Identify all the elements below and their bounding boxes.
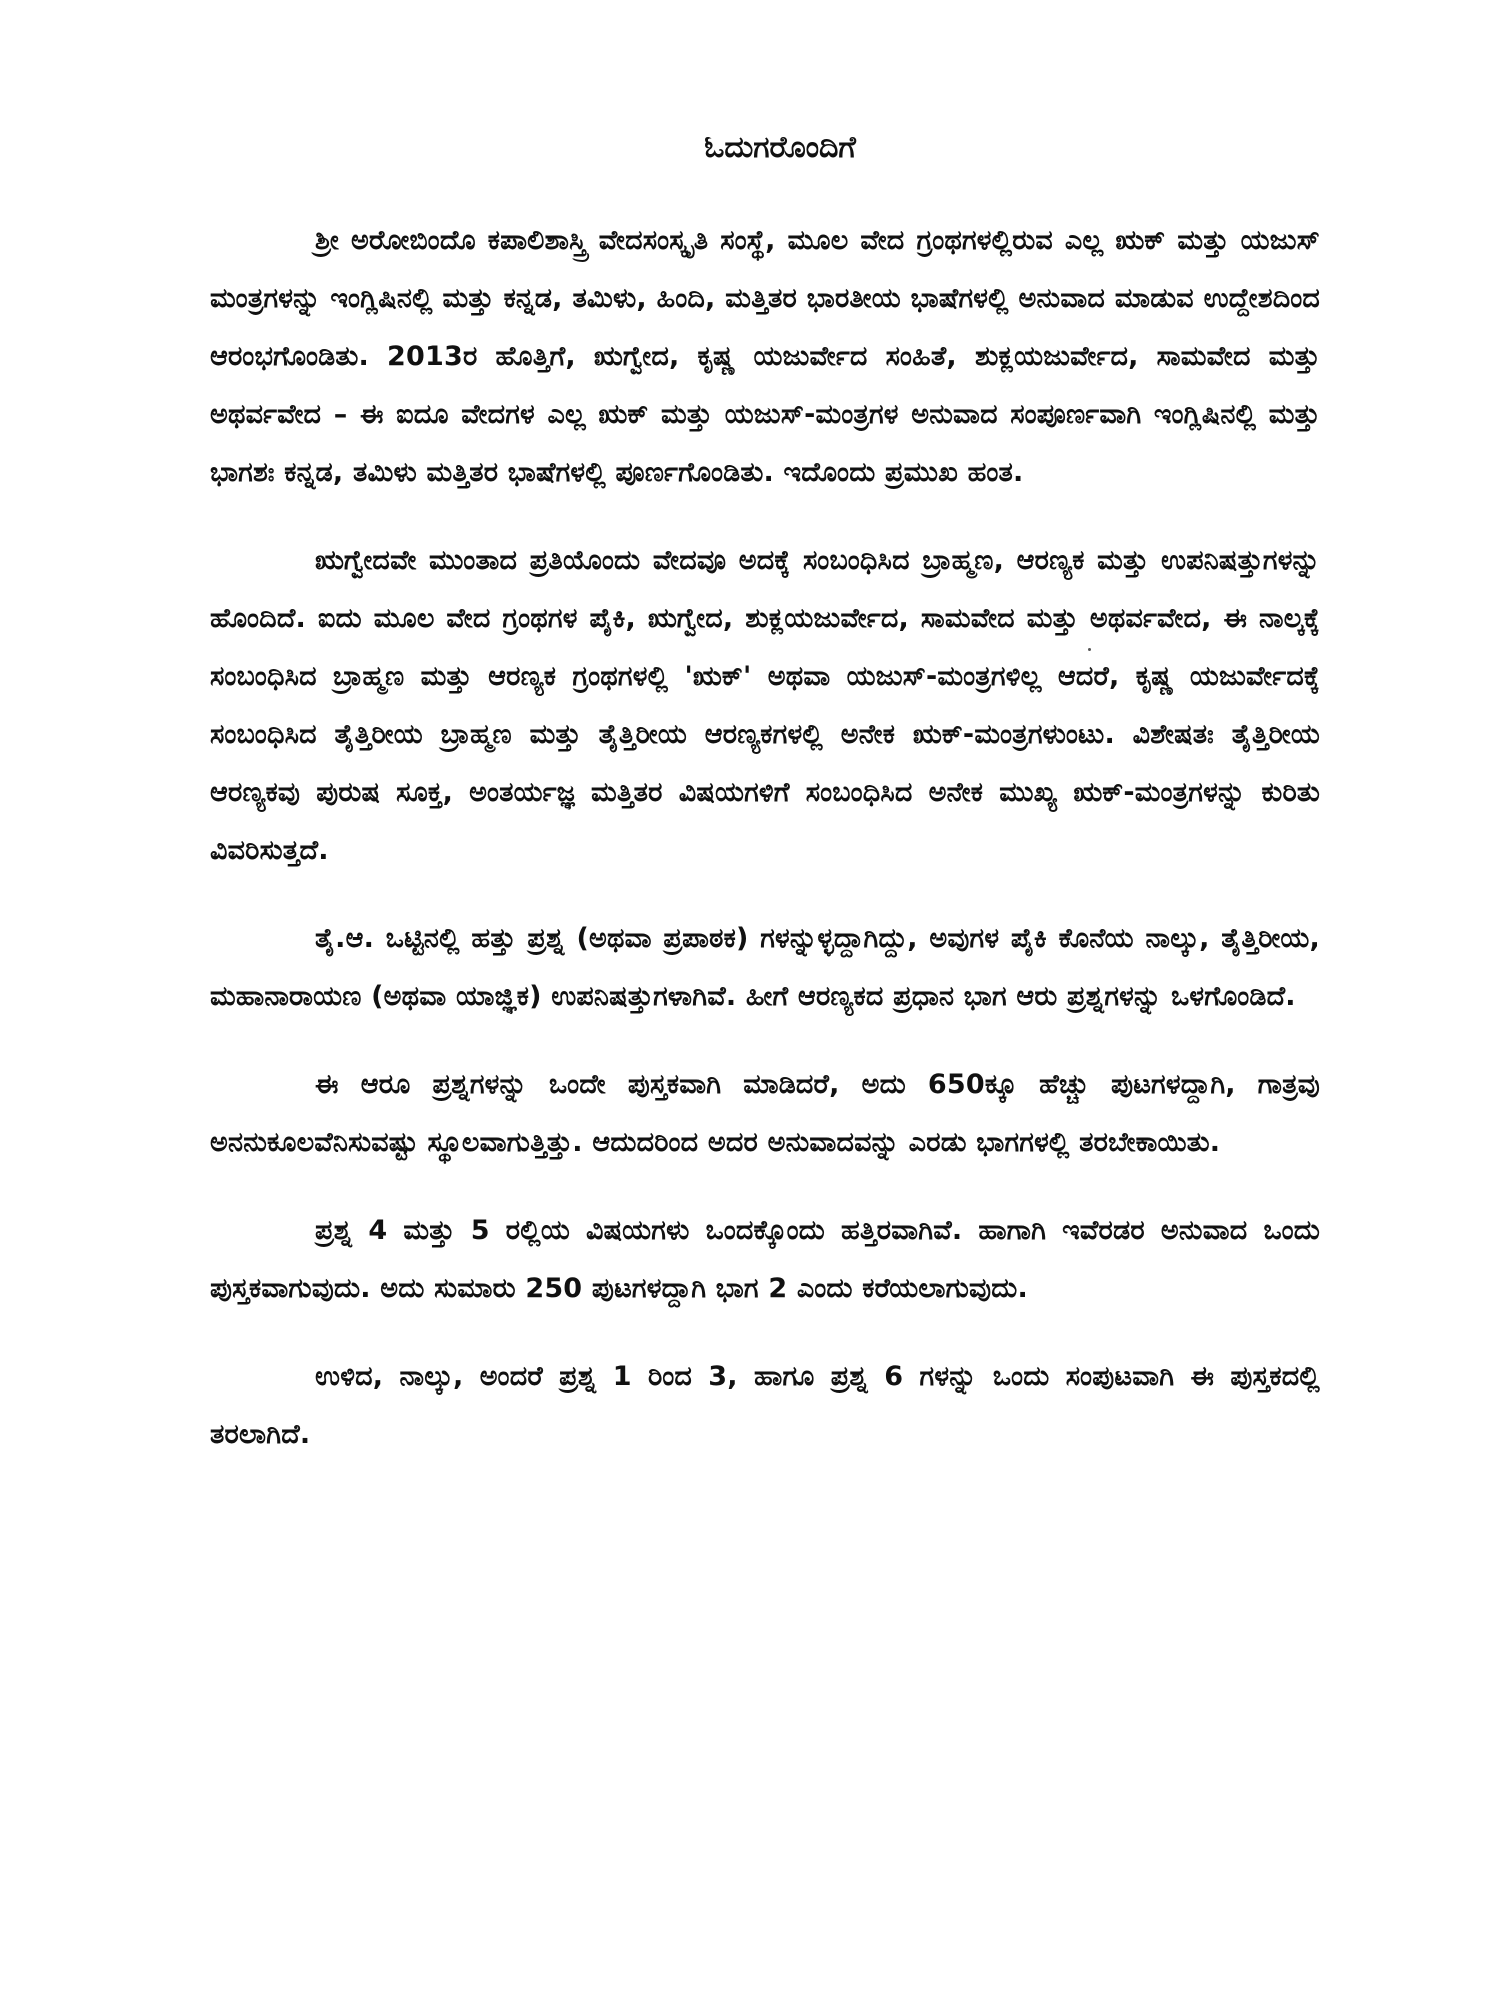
paragraph-prashna-structure: ತೈ.ಆ. ಒಟ್ಟಿನಲ್ಲಿ ಹತ್ತು ಪ್ರಶ್ನ (ಅಥವಾ ಪ್ರಪಾಠಕ) ಗಳನ್ನುಳ್ಳದ್ದಾಗಿದ್ದು, ಅವುಗಳ ಪೈಕಿ ಕೊನೆಯ ನಾಲ್ಕು, ತೈತ್ತಿರೀಯ, ಮಹಾನಾರಾಯಣ (ಅಥವಾ ಯಾಜ್ಞಿಕ) ಉಪನಿಷತ್ತುಗಳಾಗಿವೆ. ಹೀಗೆ ಆರಣ್ಯಕದ ಪ್ರಧಾನ ಭಾಗ ಆರು ಪ್ರಶ್ನಗಳನ್ನು ಒಳಗೊಂಡಿದೆ. (210, 923, 1320, 1012)
paragraph-this-volume: ಉಳಿದ, ನಾಲ್ಕು, ಅಂದರೆ ಪ್ರಶ್ನ 1 ರಿಂದ 3, ಹಾಗೂ ಪ್ರಶ್ನ 6 ಗಳನ್ನು ಒಂದು ಸಂಪುಟವಾಗಿ ಈ ಪುಸ್ತಕದಲ್ಲಿ ತರಲಾಗಿದೆ. (210, 1361, 1320, 1450)
page-title: ಓದುಗರೊಂದಿಗೆ (704, 130, 856, 165)
paragraph-brahmana-aranyaka: ಋಗ್ವೇದವೇ ಮುಂತಾದ ಪ್ರತಿಯೊಂದು ವೇದವೂ ಅದಕ್ಕೆ ಸಂಬಂಧಿಸಿದ ಬ್ರಾಹ್ಮಣ, ಆರಣ್ಯಕ ಮತ್ತು ಉಪನಿಷತ್ತುಗಳನ್ನು ಹೊಂದಿದೆ. ಐದು ಮೂಲ ವೇದ ಗ್ರಂಥಗಳ ಪೈಕಿ, ಋಗ್ವೇದ, ಶುಕ್ಲಯಜುರ್ವೇದ, ಸಾಮವೇದ ಮತ್ತು ಅಥರ್ವವೇದ, ಈ ನಾಲ್ಕಕ್ಕೆ ಸಂಬಂಧಿಸಿದ ಬ್ರಾಹ್ಮಣ ಮತ್ತು ಆರಣ್ಯಕ ಗ್ರಂಥಗಳಲ್ಲಿ 'ಋಕ್' ಅಥವಾ ಯಜುಸ್-ಮಂತ್ರಗಳಿಲ್ಲ ಆದರೆ, ಕೃಷ್ಣ ಯಜುರ್ವೇದಕ್ಕೆ ಸಂಬಂಧಿಸಿದ ತೈತ್ತಿರೀಯ ಬ್ರಾಹ್ಮಣ ಮತ್ತು ತೈತ್ತಿರೀಯ ಆರಣ್ಯಕಗಳಲ್ಲಿ ಅನೇಕ ಋಕ್-ಮಂತ್ರಗಳುಂಟು. ವಿಶೇಷತಃ ತೈತ್ತಿರೀಯ ಆರಣ್ಯಕವು ಪುರುಷ ಸೂಕ್ತ, ಅಂತರ್ಯಜ್ಞ ಮತ್ತಿತರ ವಿಷಯಗಳಿಗೆ ಸಂಬಂಧಿಸಿದ ಅನೇಕ ಮುಖ್ಯ ಋಕ್-ಮಂತ್ರಗಳನ್ನು ಕುರಿತು ವಿವರಿಸುತ್ತದೆ. (210, 545, 1320, 866)
paragraph-volume-size: ಈ ಆರೂ ಪ್ರಶ್ನಗಳನ್ನು ಒಂದೇ ಪುಸ್ತಕವಾಗಿ ಮಾಡಿದರೆ, ಅದು 650ಕ್ಕೂ ಹೆಚ್ಚು ಪುಟಗಳದ್ದಾಗಿ, ಗಾತ್ರವು ಅನನುಕೂಲವೆನಿಸುವಷ್ಟು ಸ್ಥೂಲವಾಗುತ್ತಿತ್ತು. ಆದುದರಿಂದ ಅದರ ಅನುವಾದವನ್ನು ಎರಡು ಭಾಗಗಳಲ್ಲಿ ತರಬೇಕಾಯಿತು. (210, 1069, 1320, 1158)
paragraph-institute-intro: ಶ್ರೀ ಅರೋಬಿಂದೊ ಕಪಾಲಿಶಾಸ್ತ್ರಿ ವೇದಸಂಸ್ಕೃತಿ ಸಂಸ್ಥೆ, ಮೂಲ ವೇದ ಗ್ರಂಥಗಳಲ್ಲಿರುವ ಎಲ್ಲ ಋಕ್ ಮತ್ತು ಯಜುಸ್ ಮಂತ್ರಗಳನ್ನು ಇಂಗ್ಲಿಷಿನಲ್ಲಿ ಮತ್ತು ಕನ್ನಡ, ತಮಿಳು, ಹಿಂದಿ, ಮತ್ತಿತರ ಭಾರತೀಯ ಭಾಷೆಗಳಲ್ಲಿ ಅನುವಾದ ಮಾಡುವ ಉದ್ದೇಶದಿಂದ ಆರಂಭಗೊಂಡಿತು. 2013ರ ಹೊತ್ತಿಗೆ, ಋಗ್ವೇದ, ಕೃಷ್ಣ ಯಜುರ್ವೇದ ಸಂಹಿತೆ, ಶುಕ್ಲಯಜುರ್ವೇದ, ಸಾಮವೇದ ಮತ್ತು ಅಥರ್ವವೇದ – ಈ ಐದೂ ವೇದಗಳ ಎಲ್ಲ ಋಕ್ ಮತ್ತು ಯಜುಸ್-ಮಂತ್ರಗಳ ಅನುವಾದ ಸಂಪೂರ್ಣವಾಗಿ ಇಂಗ್ಲಿಷಿನಲ್ಲಿ ಮತ್ತು ಭಾಗಶಃ ಕನ್ನಡ, ತಮಿಳು ಮತ್ತಿತರ ಭಾಷೆಗಳಲ್ಲಿ ಪೂರ್ಣಗೊಂಡಿತು. ಇದೊಂದು ಪ್ರಮುಖ ಹಂತ. (210, 225, 1320, 488)
paragraph-part-two: ಪ್ರಶ್ನ 4 ಮತ್ತು 5 ರಲ್ಲಿಯ ವಿಷಯಗಳು ಒಂದಕ್ಕೊಂದು ಹತ್ತಿರವಾಗಿವೆ. ಹಾಗಾಗಿ ಇವೆರಡರ ಅನುವಾದ ಒಂದು ಪುಸ್ತಕವಾಗುವುದು. ಅದು ಸುಮಾರು 250 ಪುಟಗಳದ್ದಾಗಿ ಭಾಗ 2 ಎಂದು ಕರೆಯಲಾಗುವುದು. (210, 1215, 1320, 1304)
scan-speck (1088, 648, 1091, 651)
